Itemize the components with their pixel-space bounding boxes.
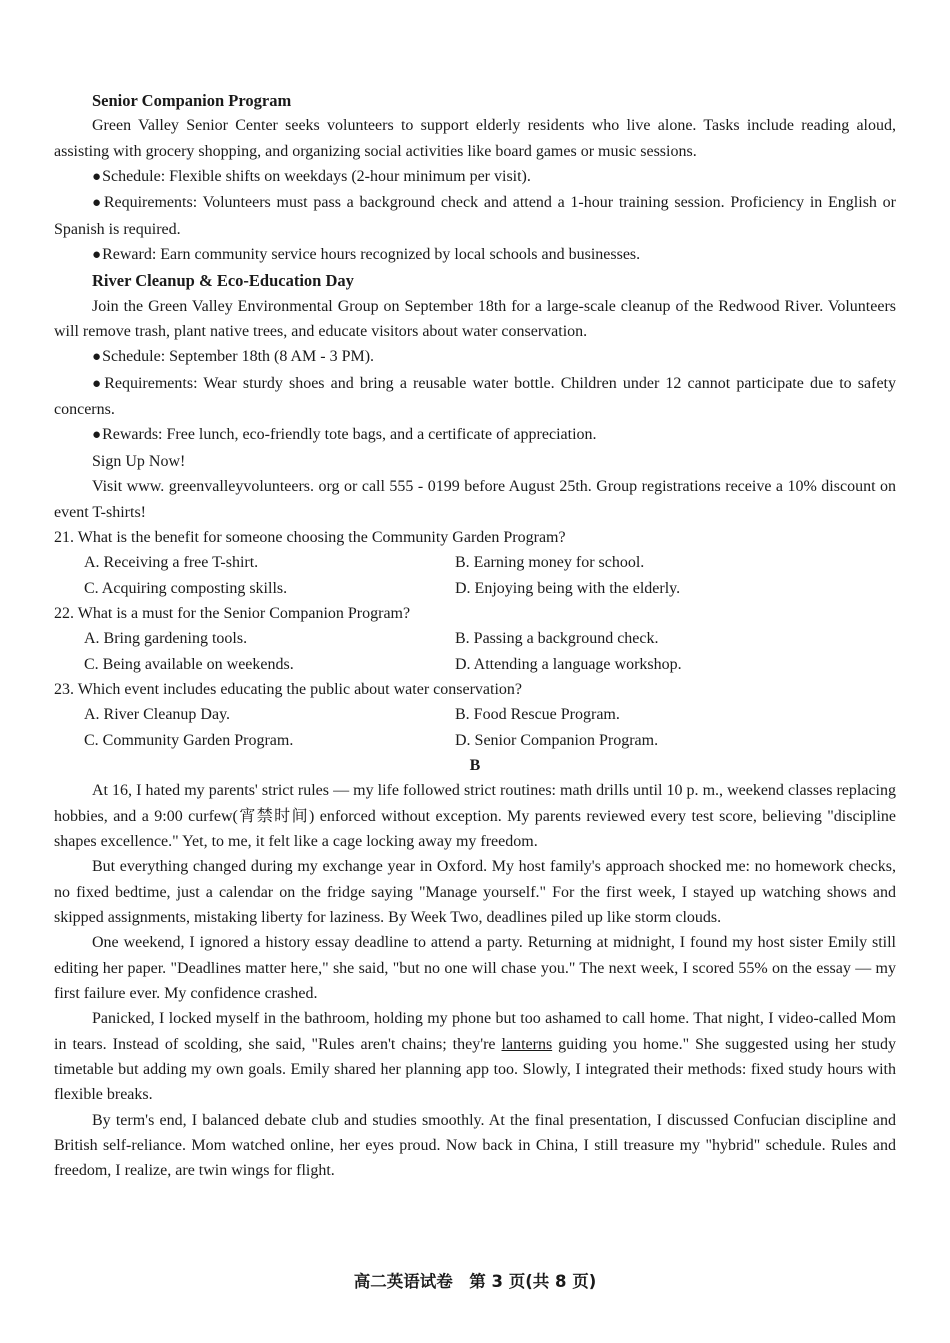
question-22-options-row-1 [54, 626, 896, 651]
section-b-label: B [469, 756, 481, 774]
passage-b-paragraph-4: Panicked, I locked myself in the bathroom, holding my phone but too ashamed to call home. That night, I video-called Mom in tears. Instead of scolding, she said, "Rules aren't chains; they're lanterns guiding you home." She suggested using her study timetable but adding my own goals. Emily shared her planning app too. Slowly, I integrated their methods: fixed study hours with flexible breaks. [54, 1010, 897, 1104]
signup-title: Sign Up Now! [92, 452, 186, 470]
senior-requirements: ●Requirements: Volunteers must pass a background check and attend a 1-hour training session. Proficiency in English or Spanish is required. [54, 194, 897, 238]
senior-reward: ●Reward: Earn community service hours recognized by local schools and businesses. [92, 246, 641, 264]
passage-b-paragraph-5: By term's end, I balanced debate club and studies smoothly. At the final presentation, I discussed Confucian discipline and British self-reliance. Mom watched online, her eyes proud. Now back in China, I still treasure my "hybrid" schedule. Rules and freedom, I realize, are twin wings for flight. [54, 1111, 896, 1180]
passage-b-paragraph-1: At 16, I hated my parents' strict rules — my life followed strict routines: math drills until 10 p. m., weekend classes replacing hobbies, and a 9:00 curfew(宵禁时间) enforced without exception. My parents reviewed every test score, believing "discipline shapes excellence." Yet, to me, it felt like a cage locking away my freedom. [54, 782, 896, 850]
question-22-option-d: D. Attending a language workshop. [455, 655, 682, 673]
question-21-options-row-1 [54, 550, 896, 575]
question-23-options-row-1 [54, 702, 896, 727]
river-cleanup-desc: Join the Green Valley Environmental Group on September 18th for a large-scale cleanup of the Redwood River. Volunteers will remove trash, plant native trees, and educate visitors about water conservation. [54, 297, 896, 341]
bullet-icon: ● [92, 169, 102, 186]
senior-program-desc: Green Valley Senior Center seeks volunteers to support elderly residents who live alone. Tasks include reading aloud, assisting with grocery shopping, and organizing social activities like board games or music sessions. [54, 117, 896, 160]
question-22-option-c: C. Being available on weekends. [84, 655, 294, 673]
question-21-option-a: A. Receiving a free T-shirt. [84, 554, 259, 572]
question-21-stem: 21. What is the benefit for someone choosing the Community Garden Program? [54, 528, 566, 546]
question-23-option-d: D. Senior Companion Program. [455, 731, 659, 749]
passage-b-paragraph-3: One weekend, I ignored a history essay deadline to attend a party. Returning at midnight, I found my host sister Emily still editing her paper. "Deadlines matter here," she said, "but no one will chase you." The next week, I scored 55% on the essay — my first failure ever. My confidence crashed. [54, 934, 896, 1003]
river-cleanup-title: River Cleanup & Eco-Education Day [92, 271, 354, 291]
river-requirements: ●Requirements: Wear sturdy shoes and bring a reusable water bottle. Children under 12 cannot participate due to safety concerns. [54, 374, 897, 419]
page-footer: 高二英语试卷 第 3 页(共 8 页) [353, 1272, 597, 1291]
question-23-option-b: B. Food Rescue Program. [455, 706, 620, 724]
question-22-stem: 22. What is a must for the Senior Companion Program? [54, 604, 411, 622]
question-22-option-b: B. Passing a background check. [455, 630, 659, 648]
question-23-stem: 23. Which event includes educating the public about water conservation? [54, 680, 522, 698]
senior-program-title: Senior Companion Program [92, 91, 292, 110]
question-23-options-row-2 [54, 728, 896, 753]
bullet-icon: ● [92, 427, 102, 444]
exam-page [54, 88, 896, 1184]
question-21-option-d: D. Enjoying being with the elderly. [455, 579, 681, 597]
river-schedule: ●Schedule: September 18th (8 AM - 3 PM). [92, 348, 375, 366]
question-22-option-a: A. Bring gardening tools. [84, 630, 248, 648]
question-21-option-c: C. Acquiring composting skills. [84, 579, 288, 597]
question-21-options-row-2 [54, 576, 896, 601]
signup-text: Visit www. greenvalleyvolunteers. org or call 555 - 0199 before August 25th. Group registrations receive a 10% discount on event T-shirts! [54, 478, 896, 521]
river-rewards: ●Rewards: Free lunch, eco-friendly tote bags, and a certificate of appreciation. [92, 426, 597, 444]
bullet-icon: ● [92, 375, 104, 392]
question-23-option-a: A. River Cleanup Day. [84, 706, 231, 724]
question-23-option-c: C. Community Garden Program. [84, 731, 294, 749]
question-21-option-b: B. Earning money for school. [455, 554, 645, 572]
senior-schedule: ●Schedule: Flexible shifts on weekdays (2-hour minimum per visit). [92, 168, 531, 186]
question-22-options-row-2 [54, 652, 896, 677]
underlined-word-lanterns: lanterns [501, 1035, 553, 1053]
bullet-icon: ● [92, 195, 103, 212]
bullet-icon: ● [92, 349, 102, 366]
passage-b-paragraph-2: But everything changed during my exchange year in Oxford. My host family's approach shocked me: no homework checks, no fixed bedtime, just a calendar on the fridge saying "Manage yourself." For the first week, I stayed up watching shows and skipped assignments, mistaking liberty for laziness. By Week Two, deadlines piled up like storm clouds. [54, 858, 896, 926]
bullet-icon: ● [92, 247, 102, 264]
